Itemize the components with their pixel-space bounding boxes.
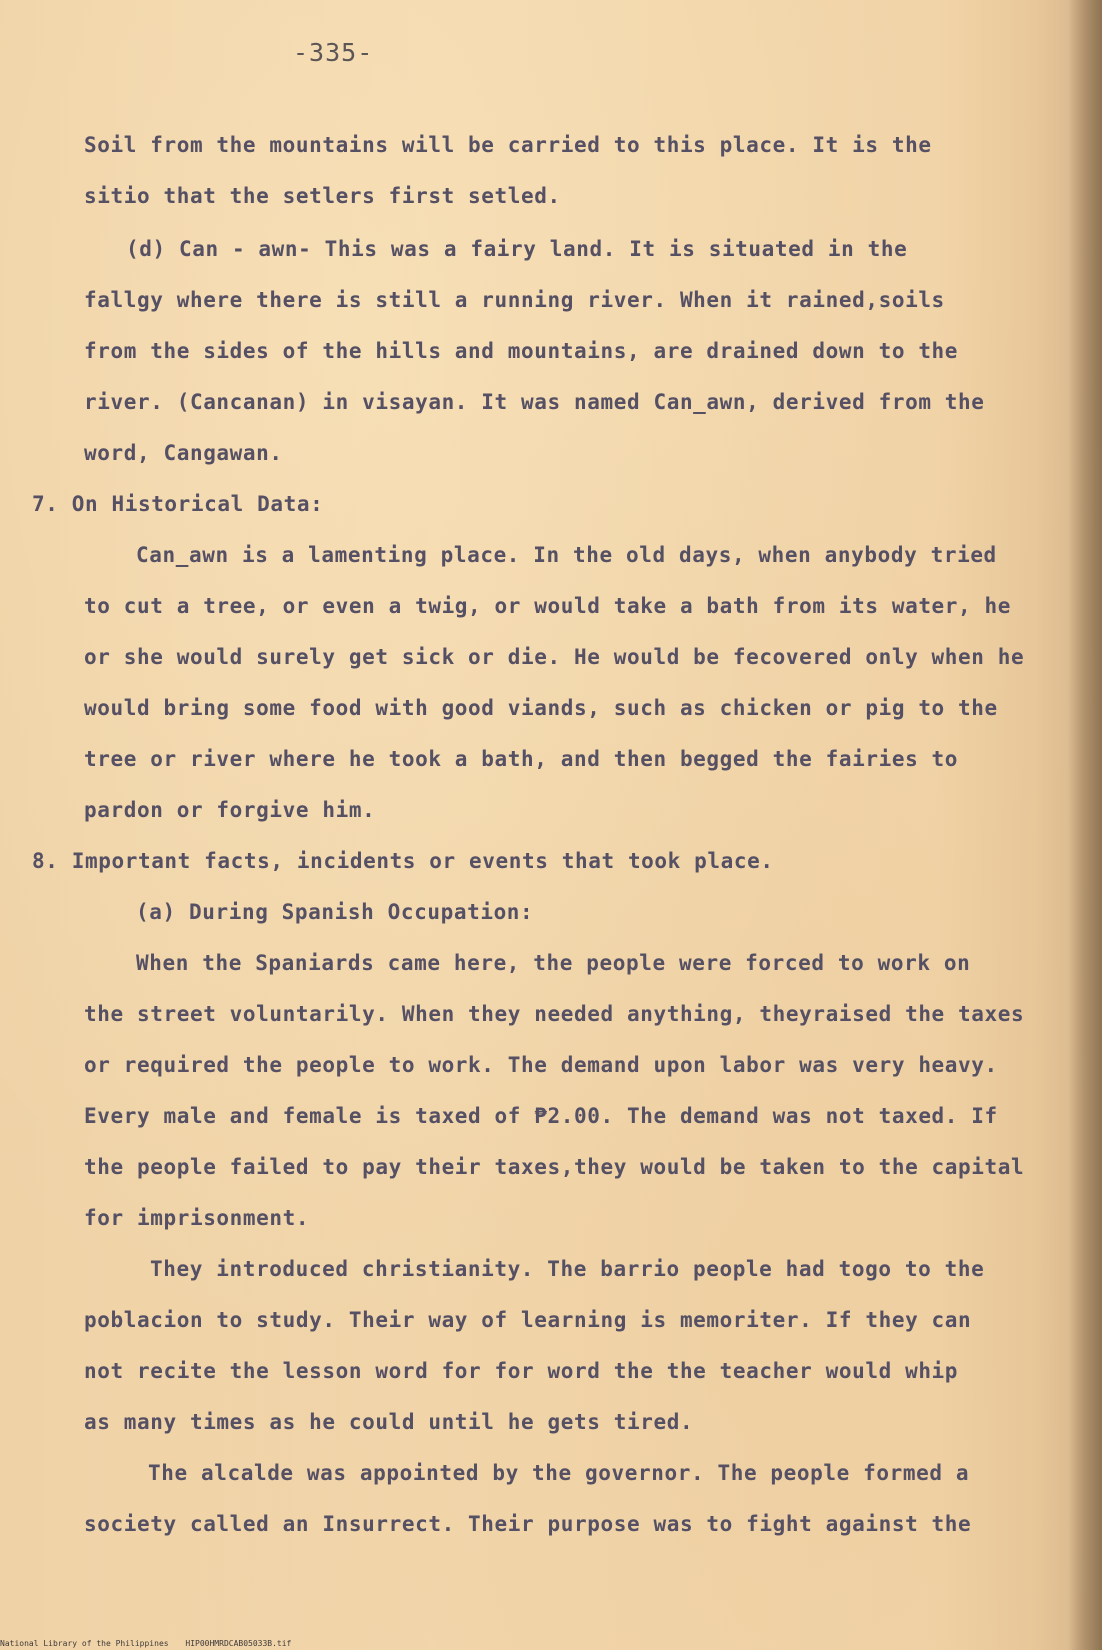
text-line: They introduced christianity. The barrio people had togo to the bbox=[150, 1257, 985, 1281]
text-line: When the Spaniards came here, the people were forced to work on bbox=[136, 951, 971, 975]
text-line: (d) Can - awn- This was a fairy land. It is situated in the bbox=[126, 237, 908, 261]
subsection-heading: (a) During Spanish Occupation: bbox=[136, 900, 534, 924]
text-line: for imprisonment. bbox=[84, 1206, 310, 1230]
text-line: tree or river where he took a bath, and then begged the fairies to bbox=[84, 747, 959, 771]
text-line: river. (Cancanan) in visayan. It was named Can_awn, derived from the bbox=[84, 390, 985, 414]
text-line: or she would surely get sick or die. He would be fecovered only when he bbox=[84, 645, 1025, 669]
text-line: pardon or forgive him. bbox=[84, 798, 376, 822]
text-line: as many times as he could until he gets tired. bbox=[84, 1410, 694, 1434]
text-line: sitio that the setlers first setled. bbox=[84, 184, 561, 208]
text-line: or required the people to work. The demand upon labor was very heavy. bbox=[84, 1053, 998, 1077]
text-line: from the sides of the hills and mountains, are drained down to the bbox=[84, 339, 959, 363]
page-edge-shadow bbox=[1068, 0, 1102, 1650]
footer-file: HIP00HMRDCAB05033B.tif bbox=[185, 1639, 292, 1648]
text-line: poblacion to study. Their way of learning is memoriter. If they can bbox=[84, 1308, 972, 1332]
text-line: Can_awn is a lamenting place. In the old days, when anybody tried bbox=[136, 543, 997, 567]
text-line: Soil from the mountains will be carried to this place. It is the bbox=[84, 133, 932, 157]
section-heading: 7. On Historical Data: bbox=[32, 492, 324, 516]
text-line: word, Cangawan. bbox=[84, 441, 283, 465]
text-line: society called an Insurrect. Their purpose was to fight against the bbox=[84, 1512, 972, 1536]
text-line: the street voluntarily. When they needed anything, theyraised the taxes bbox=[84, 1002, 1025, 1026]
text-line: Every male and female is taxed of ₱2.00. The demand was not taxed. If bbox=[84, 1104, 998, 1128]
text-line: to cut a tree, or even a twig, or would take a bath from its water, he bbox=[84, 594, 1012, 618]
section-heading: 8. Important facts, incidents or events that took place. bbox=[32, 849, 774, 873]
footer-library: National Library of the Philippines bbox=[0, 1639, 169, 1648]
text-line: the people failed to pay their taxes,they would be taken to the capital bbox=[84, 1155, 1025, 1179]
text-line: not recite the lesson word for for word the the teacher would whip bbox=[84, 1359, 959, 1383]
scan-footer bbox=[0, 1639, 303, 1648]
page-number: -335- bbox=[293, 38, 374, 67]
text-line: would bring some food with good viands, such as chicken or pig to the bbox=[84, 696, 998, 720]
text-line: The alcalde was appointed by the governor. The people formed a bbox=[148, 1461, 970, 1485]
text-line: fallgy where there is still a running river. When it rained,soils bbox=[84, 288, 945, 312]
